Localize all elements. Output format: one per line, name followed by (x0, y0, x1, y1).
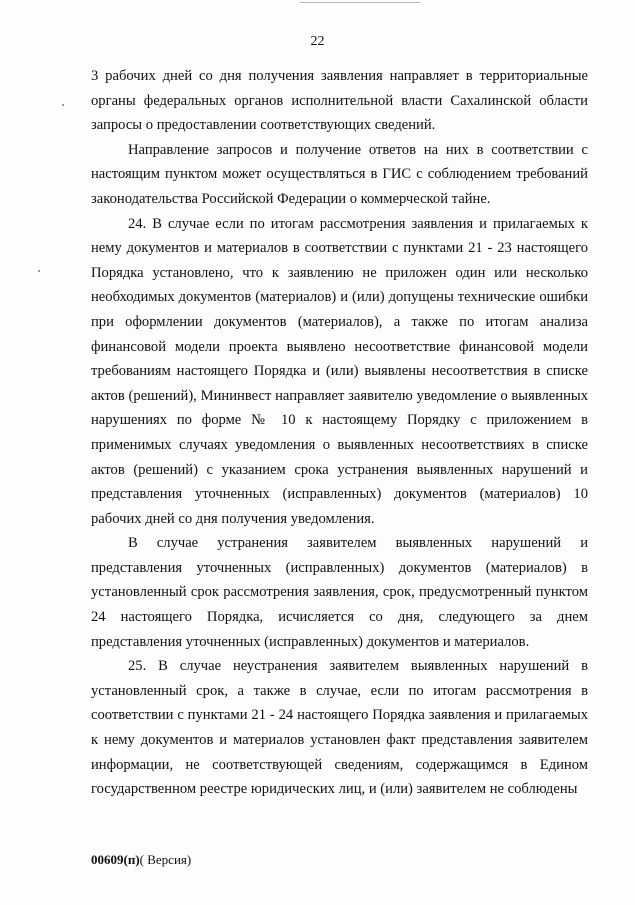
scan-speck (62, 104, 64, 106)
document-code: 00609(п) (91, 852, 140, 867)
document-body (91, 64, 588, 802)
paragraph-2: Направление запросов и получение ответов на них в соответствии с настоящим пунктом может осуществляться в ГИС с соблюдением требований законодательства Российской Федерации о коммерческой тайне. (91, 141, 588, 207)
paragraph-1: 3 рабочих дней со дня получения заявления направляет в территориальные органы федеральных органов исполнительной власти Сахалинской области запросы о предоставлении соответствующих сведений. (91, 68, 588, 134)
scan-speck (38, 270, 40, 272)
footer (91, 852, 191, 868)
page-number: 22 (310, 34, 325, 49)
document-version: ( Версия) (139, 852, 192, 867)
scan-edge-line (300, 2, 420, 3)
paragraph-4: В случае устранения заявителем выявленных нарушений и представления уточненных (исправленных) документов (материалов) в установленный срок рассмотрения заявления, срок, предусмотренный пунктом 24 настоящего Порядка, исчисляется со дня, следующего за днем представления уточненных (исправленных) документов и материалов. (91, 535, 588, 650)
paragraph-3: 24. В случае если по итогам рассмотрения заявления и прилагаемых к нему документов и материалов в соответствии с пунктами 21 - 23 настоящего Порядка установлено, что к заявлению не приложен один или несколько необходимых документов (материалов) и (или) допущены технические ошибки при оформлении документов (материалов), а также по итогам анализа финансовой модели проекта выявлено несоответствие финансовой модели требованиям настоящего Порядка и (или) выявлены несоответствия в списке актов (решений), Мининвест направляет заявителю уведомление о выявленных нарушениях по форме № 10 к настоящему Порядку с приложением в применимых случаях уведомления о выявленных несоответствиях в списке актов (решений) с указанием срока устранения выявленных нарушений и представления уточненных (исправленных) документов (материалов) 10 рабочих дней со дня получения уведомления. (91, 215, 588, 527)
paragraph-5: 25. В случае неустранения заявителем выявленных нарушений в установленный срок, а также в случае, если по итогам рассмотрения в соответствии с пунктами 21 - 24 настоящего Порядка заявления и прилагаемых к нему документов и материалов установлен факт представления заявителем информации, не соответствующей сведениям, содержащимся в Едином государственном реестре юридических лиц, и (или) заявителем не соблюдены (91, 658, 588, 798)
